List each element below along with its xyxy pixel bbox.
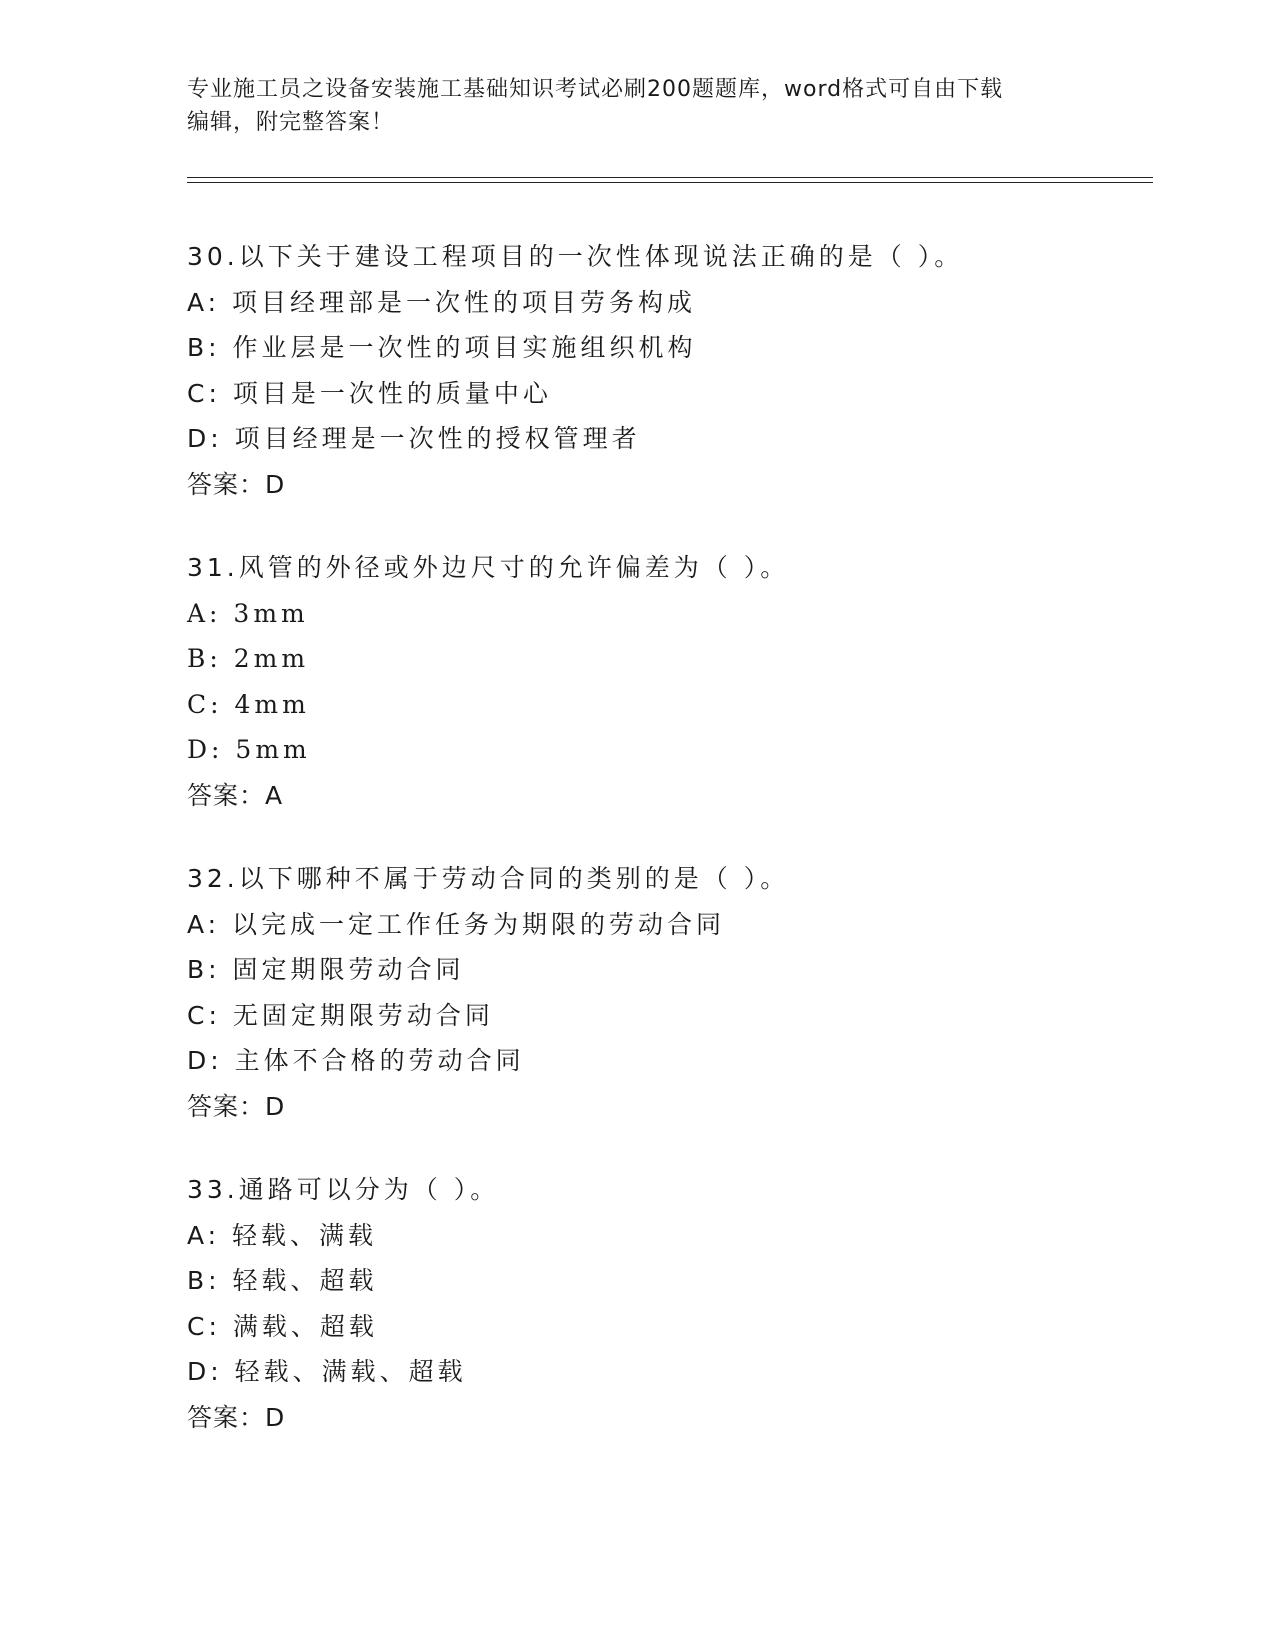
option-a: A: 以完成一定工作任务为期限的劳动合同 (187, 909, 726, 939)
option-a: A: 轻载、满载 (187, 1220, 378, 1250)
header-title-line2: 编辑，附完整答案！ (187, 110, 395, 135)
option-c: C: 4mm (187, 689, 310, 719)
option-d: D: 主体不合格的劳动合同 (187, 1046, 525, 1075)
question-30 (187, 234, 1187, 507)
header-divider-bottom (187, 182, 1153, 183)
answer-line: 答案：D (187, 469, 286, 499)
answer-line: 答案：D (187, 1091, 286, 1121)
answer-line: 答案：A (187, 780, 284, 810)
option-b: B: 轻载、超载 (187, 1266, 378, 1295)
header-divider-top (187, 177, 1153, 178)
question-stem: 32.以下哪种不属于劳动合同的类别的是（ ）。 (187, 864, 790, 893)
option-d: D: 5mm (187, 735, 311, 764)
question-32 (187, 856, 1187, 1129)
header-title-line1: 专业施工员之设备安装施工基础知识考试必刷200题题库，word格式可自由下载 (187, 77, 1004, 102)
option-a: A: 项目经理部是一次性的项目劳务构成 (187, 287, 697, 317)
question-stem: 33.通路可以分为（ ）。 (187, 1175, 500, 1204)
question-stem: 30.以下关于建设工程项目的一次性体现说法正确的是（ ）。 (187, 242, 964, 271)
option-c: C: 项目是一次性的质量中心 (187, 378, 552, 408)
question-31 (187, 545, 1187, 818)
option-c: C: 无固定期限劳动合同 (187, 1000, 494, 1030)
option-c: C: 满载、超载 (187, 1311, 378, 1341)
document-header (187, 73, 1087, 139)
option-b: B: 2mm (187, 644, 310, 673)
option-a: A: 3mm (187, 598, 309, 628)
option-b: B: 作业层是一次性的项目实施组织机构 (187, 333, 697, 362)
answer-line: 答案：D (187, 1402, 286, 1432)
question-list (187, 234, 1187, 1478)
question-33 (187, 1167, 1187, 1440)
option-d: D: 轻载、满载、超载 (187, 1357, 467, 1386)
option-d: D: 项目经理是一次性的授权管理者 (187, 424, 641, 453)
question-stem: 31.风管的外径或外边尺寸的允许偏差为（ ）。 (187, 553, 790, 582)
option-b: B: 固定期限劳动合同 (187, 955, 465, 984)
